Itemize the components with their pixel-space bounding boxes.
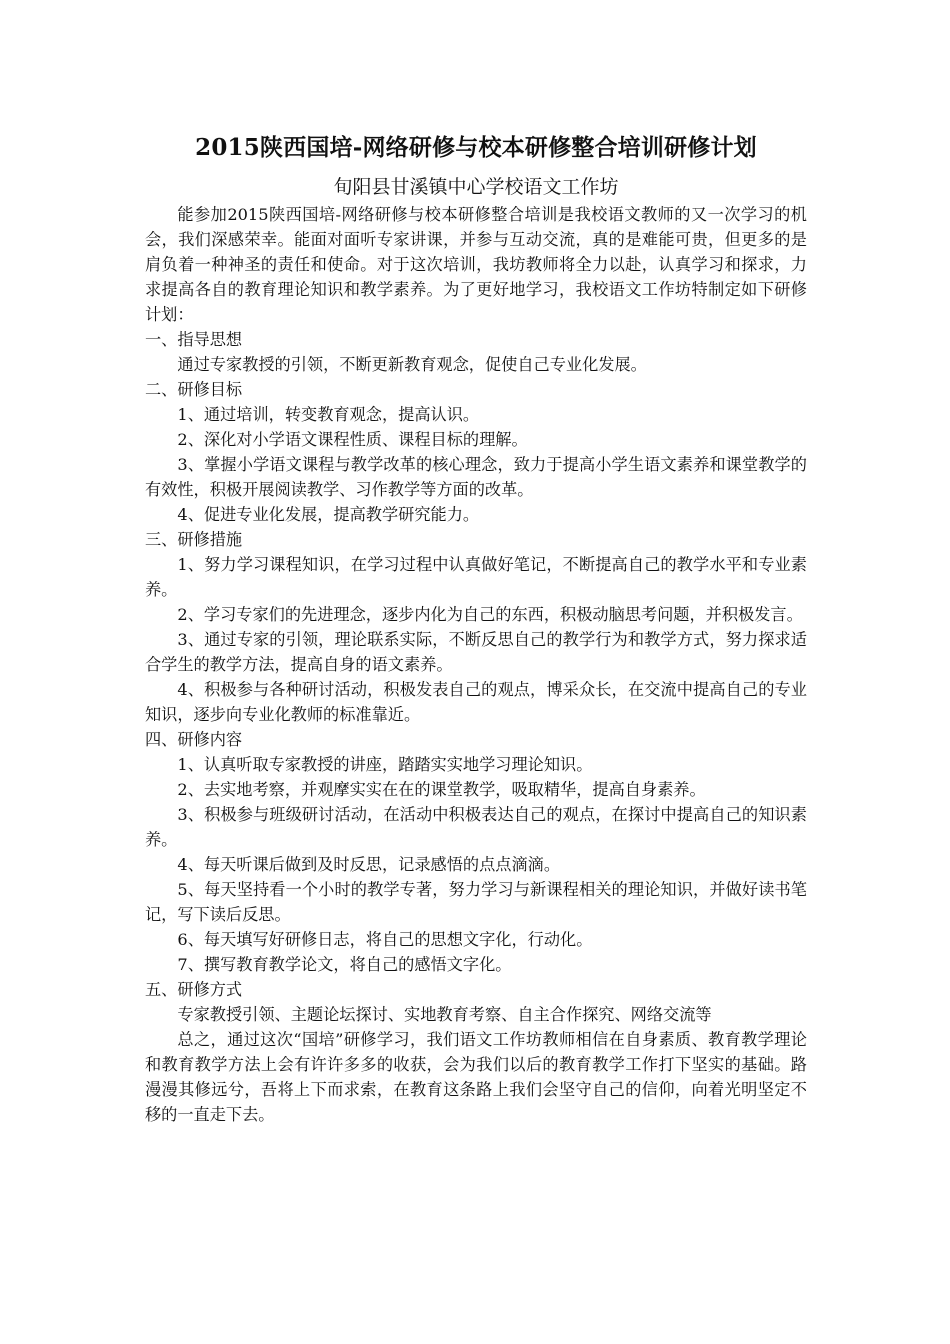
document-page	[145, 128, 807, 1127]
section-heading: 五、研修方式	[145, 980, 243, 999]
section-heading: 二、研修目标	[145, 380, 243, 399]
paragraph: 7、撰写教育教学论文，将自己的感悟文字化。	[177, 955, 512, 974]
section-heading: 一、指导思想	[145, 330, 243, 349]
section-measures	[145, 527, 807, 727]
paragraph: 1、认真听取专家教授的讲座，踏踏实实地学习理论知识。	[177, 755, 593, 774]
paragraph: 2、深化对小学语文课程性质、课程目标的理解。	[177, 430, 528, 449]
paragraph: 6、每天填写好研修日志，将自己的思想文字化，行动化。	[177, 930, 593, 949]
section-guiding-ideology	[145, 327, 807, 377]
section-methods	[145, 977, 807, 1127]
section-content	[145, 727, 807, 977]
conclusion-paragraph: 总之，通过这次“国培”研修学习，我们语文工作坊教师相信在自身素质、教育教学理论和教育教学方法上会有许许多多的收获，会为我们以后的教育教学工作打下坚实的基础。路漫漫其修远兮，吾将上下而求索，在教育这条路上我们会坚守自己的信仰，向着光明坚定不移的一直走下去。	[145, 1030, 807, 1124]
intro-paragraph: 能参加2015陕西国培-网络研修与校本研修整合培训是我校语文教师的又一次学习的机会，我们深感荣幸。能面对面听专家讲课，并参与互动交流，真的是难能可贵，但更多的是肩负着一种神圣的责任和使命。对于这次培训，我坊教师将全力以赴，认真学习和探求，力求提高各自的教育理论知识和教学素养。为了更好地学习，我校语文工作坊特制定如下研修计划：	[145, 205, 807, 324]
paragraph: 专家教授引领、主题论坛探讨、实地教育考察、自主合作探究、网络交流等	[177, 1005, 712, 1024]
paragraph: 1、通过培训，转变教育观念，提高认识。	[177, 405, 480, 424]
paragraph: 4、积极参与各种研讨活动，积极发表自己的观点，博采众长，在交流中提高自己的专业知识，逐步向专业化教师的标准靠近。	[145, 680, 807, 724]
section-goals	[145, 377, 807, 527]
paragraph: 5、每天坚持看一个小时的教学专著，努力学习与新课程相关的理论知识，并做好读书笔记，写下读后反思。	[145, 880, 807, 924]
paragraph: 4、促进专业化发展，提高教学研究能力。	[177, 505, 480, 524]
paragraph: 通过专家教授的引领，不断更新教育观念，促使自己专业化发展。	[177, 355, 647, 374]
paragraph: 4、每天听课后做到及时反思，记录感悟的点点滴滴。	[177, 855, 561, 874]
document-title: 2015陕西国培-网络研修与校本研修整合培训研修计划	[195, 134, 757, 161]
paragraph: 3、积极参与班级研讨活动，在活动中积极表达自己的观点，在探讨中提高自己的知识素养。	[145, 805, 807, 849]
section-heading: 四、研修内容	[145, 730, 243, 749]
paragraph: 1、努力学习课程知识，在学习过程中认真做好笔记，不断提高自己的教学水平和专业素养。	[145, 555, 807, 599]
section-heading: 三、研修措施	[145, 530, 243, 549]
paragraph: 3、通过专家的引领，理论联系实际，不断反思自己的教学行为和教学方式，努力探求适合学生的教学方法，提高自身的语文素养。	[145, 630, 807, 674]
paragraph: 2、学习专家们的先进理念，逐步内化为自己的东西，积极动脑思考问题，并积极发言。	[177, 605, 803, 624]
paragraph: 3、掌握小学语文课程与教学改革的核心理念，致力于提高小学生语文素养和课堂教学的有效性，积极开展阅读教学、习作教学等方面的改革。	[145, 455, 807, 499]
document-subtitle: 旬阳县甘溪镇中心学校语文工作坊	[333, 176, 619, 198]
paragraph: 2、去实地考察，并观摩实实在在的课堂教学，吸取精华，提高自身素养。	[177, 780, 706, 799]
